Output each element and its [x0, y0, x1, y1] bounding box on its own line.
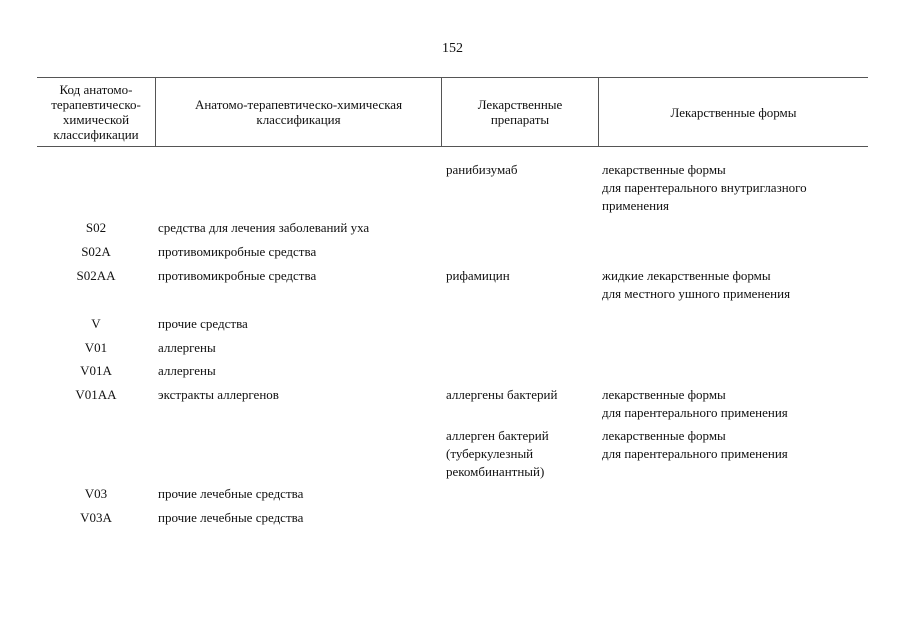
- header-code: Код анатомо- терапевтическо- химической классификации: [51, 82, 141, 142]
- table-header-bottom-rule: [37, 146, 868, 147]
- cell-code: V03A: [80, 510, 112, 525]
- cell-code: V01AA: [75, 387, 117, 402]
- header-classification: Анатомо-терапевтическо-химическая классификация: [194, 97, 403, 127]
- cell-form: лекарственные формы для парентерального применения: [602, 387, 788, 420]
- cell-drug: аллергены бактерий: [446, 387, 558, 402]
- page-number: 152: [442, 41, 463, 56]
- cell-form: жидкие лекарственные формы для местного ушного применения: [602, 268, 791, 301]
- cell-form: лекарственные формы для парентерального внутриглазного применения: [602, 162, 807, 213]
- cell-code: S02A: [81, 244, 111, 259]
- cell-code: V01: [84, 340, 108, 355]
- cell-drug: ранибизумаб: [446, 162, 518, 177]
- cell-classification: прочие лечебные средства: [158, 510, 304, 525]
- cell-classification: противомикробные средства: [158, 268, 317, 283]
- cell-classification: экстракты аллергенов: [158, 387, 279, 402]
- cell-classification: противомикробные средства: [158, 244, 317, 259]
- cell-code: V01A: [80, 363, 112, 378]
- cell-classification: аллергены: [158, 340, 216, 355]
- cell-drug: рифамицин: [446, 268, 510, 283]
- cell-classification: средства для лечения заболеваний уха: [158, 220, 370, 235]
- cell-drug: аллерген бактерий (туберкулезный рекомбинантный): [446, 428, 549, 479]
- cell-classification: прочие лечебные средства: [158, 486, 304, 501]
- header-forms: Лекарственные формы: [670, 104, 797, 120]
- cell-code: V03: [84, 486, 108, 501]
- cell-classification: аллергены: [158, 363, 216, 378]
- cell-code: S02AA: [76, 268, 116, 283]
- cell-form: лекарственные формы для парентерального применения: [602, 428, 788, 461]
- header-drugs: Лекарственные препараты: [477, 97, 563, 127]
- cell-code: V: [91, 316, 101, 331]
- cell-code: S02: [85, 220, 107, 235]
- cell-classification: прочие средства: [158, 316, 248, 331]
